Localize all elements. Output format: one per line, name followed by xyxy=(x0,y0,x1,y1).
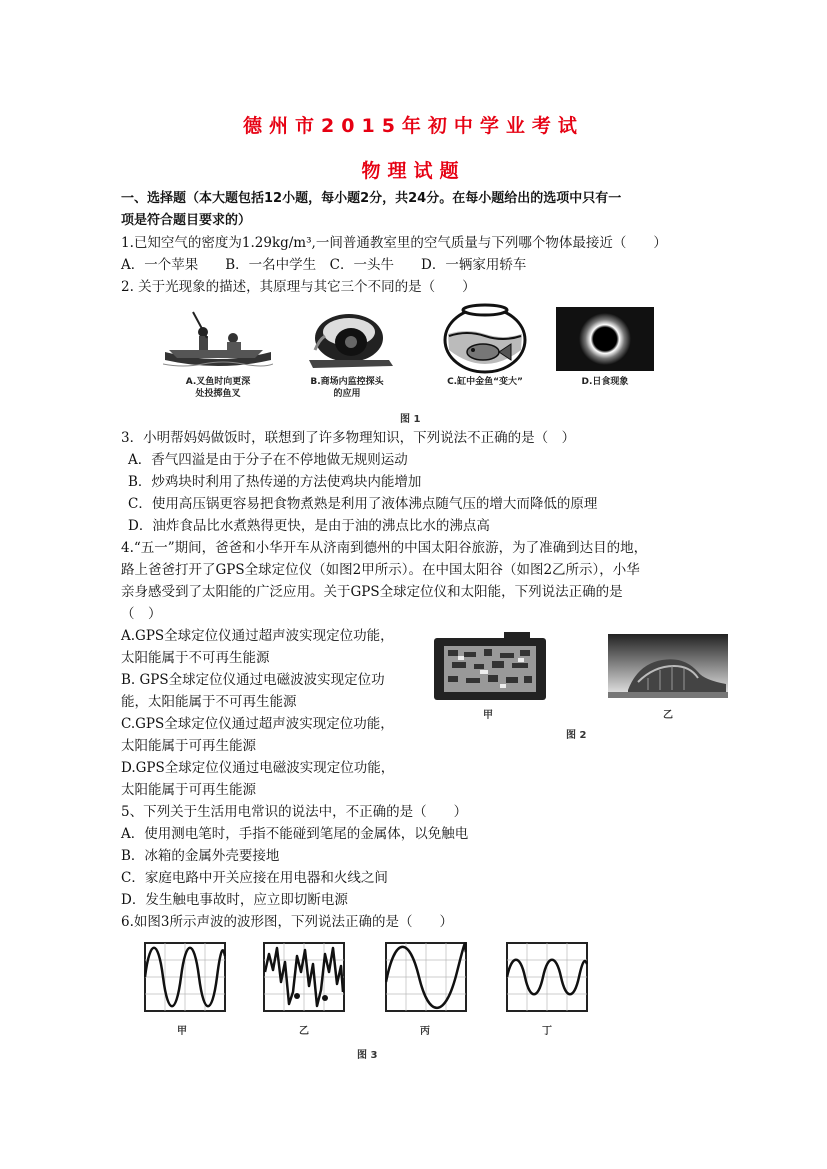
q4-option-a-line2: 太阳能属于不可再生能源 xyxy=(121,650,270,666)
fig1-a-caption-line1: A.叉鱼时向更深 xyxy=(185,377,251,387)
q5-option-d: D．发生触电事故时，应立即切断电源 xyxy=(121,892,348,908)
fig1-c-goldfish-bowl-image xyxy=(441,302,529,374)
q4-line2: 路上爸爸打开了GPS全球定位仪（如图2甲所示）。在中国太阳谷（如图2乙所示），小华 xyxy=(121,562,640,578)
fig1-d-eclipse-image xyxy=(556,307,654,371)
fig1-c-caption: C.缸中金鱼“变大” xyxy=(447,377,523,387)
q1-options: A．一个苹果 B．一名中学生 C．一头牛 D．一辆家用轿车 xyxy=(121,257,527,273)
q4-line1: 4.“五一”期间，爸爸和小华开车从济南到德州的中国太阳谷旅游，为了准确到达目的地， xyxy=(121,540,648,556)
fig2-jia-gps-image xyxy=(434,632,546,700)
fig1-b-caption xyxy=(292,376,402,400)
q5-stem: 5、下列关于生活用电常识的说法中，不正确的是（ ） xyxy=(121,804,468,820)
q6-stem: 6.如图3所示声波的波形图，下列说法正确的是（ ） xyxy=(121,914,453,930)
q4-option-d-line2: 太阳能属于可再生能源 xyxy=(121,782,256,798)
fig1-b-caption-line2: 的应用 xyxy=(333,389,361,399)
fig3-wave-bing xyxy=(385,942,467,1012)
fig1-a-fishing-image xyxy=(163,308,273,372)
fig2-yi-solar-valley-image xyxy=(608,634,728,698)
section-header-line1: 一、选择题（本大题包括12小题，每小题2分，共24分。在每小题给出的选项中只有一 xyxy=(121,191,622,206)
q5-option-b: B．冰箱的金属外壳要接地 xyxy=(121,848,280,864)
q3-stem: 3．小明帮妈妈做饭时，联想到了许多物理知识，下列说法不正确的是（ ） xyxy=(121,430,576,446)
q3-option-b: B．炒鸡块时利用了热传递的方法使鸡块内能增加 xyxy=(128,474,422,490)
fig3-label-jia: 甲 xyxy=(177,1026,187,1037)
fig1-b-camera-image xyxy=(299,310,393,372)
q5-option-a: A．使用测电笔时，手指不能碰到笔尾的金属体，以免触电 xyxy=(121,826,469,842)
fig1-d-caption: D.日食现象 xyxy=(581,377,629,387)
fig1-label: 图 1 xyxy=(400,414,421,425)
q4-option-b-line2: 能，太阳能属于不可再生能源 xyxy=(121,694,297,710)
q4-line4: （ ） xyxy=(121,606,162,622)
q4-option-b-line1: B. GPS全球定位仪通过电磁波波实现定位功 xyxy=(121,672,385,688)
exam-subtitle: 物理试题 xyxy=(361,160,466,182)
q3-option-a: A．香气四溢是由于分子在不停地做无规则运动 xyxy=(128,452,408,468)
fig1-b-caption-line1: B.商场内监控探头 xyxy=(310,377,384,387)
fig1-a-caption xyxy=(158,376,278,400)
section-header-line2: 项是符合题目要求的） xyxy=(121,213,252,228)
fig3-wave-yi xyxy=(263,942,345,1012)
q4-option-c-line2: 太阳能属于可再生能源 xyxy=(121,738,256,754)
fig3-label-yi: 乙 xyxy=(299,1026,309,1037)
fig2-label: 图 2 xyxy=(566,730,587,741)
q3-option-c: C．使用高压锅更容易把食物煮熟是利用了液体沸点随气压的增大而降低的原理 xyxy=(128,496,598,512)
q4-option-c-line1: C.GPS全球定位仪通过超声波实现定位功能， xyxy=(121,716,394,732)
fig3-label: 图 3 xyxy=(357,1050,378,1061)
q2-stem: 2. 关于光现象的描述，其原理与其它三个不同的是（ ） xyxy=(121,279,476,295)
q4-option-d-line1: D.GPS全球定位仪通过电磁波实现定位功能， xyxy=(121,760,395,776)
fig3-label-ding: 丁 xyxy=(542,1026,552,1037)
fig3-label-bing: 丙 xyxy=(420,1026,430,1037)
q1-stem: 1.已知空气的密度为1.29kg/m³,一间普通教室里的空气质量与下列哪个物体最接近（ ） xyxy=(121,235,667,251)
fig1-a-caption-line2: 处投掷鱼叉 xyxy=(195,389,241,399)
q5-option-c: C．家庭电路中开关应接在用电器和火线之间 xyxy=(121,870,388,886)
fig2-yi-label: 乙 xyxy=(663,710,673,721)
q4-option-a-line1: A.GPS全球定位仪通过超声波实现定位功能， xyxy=(121,628,394,644)
exam-title: 德州市2015年初中学业考试 xyxy=(243,115,584,137)
q4-line3: 亲身感受到了太阳能的广泛应用。关于GPS全球定位仪和太阳能，下列说法正确的是 xyxy=(121,584,623,600)
fig2-jia-label: 甲 xyxy=(483,710,493,721)
q3-option-d: D．油炸食品比水煮熟得更快，是由于油的沸点比水的沸点高 xyxy=(128,518,490,534)
fig3-wave-ding xyxy=(506,942,588,1012)
fig3-wave-jia xyxy=(144,942,226,1012)
